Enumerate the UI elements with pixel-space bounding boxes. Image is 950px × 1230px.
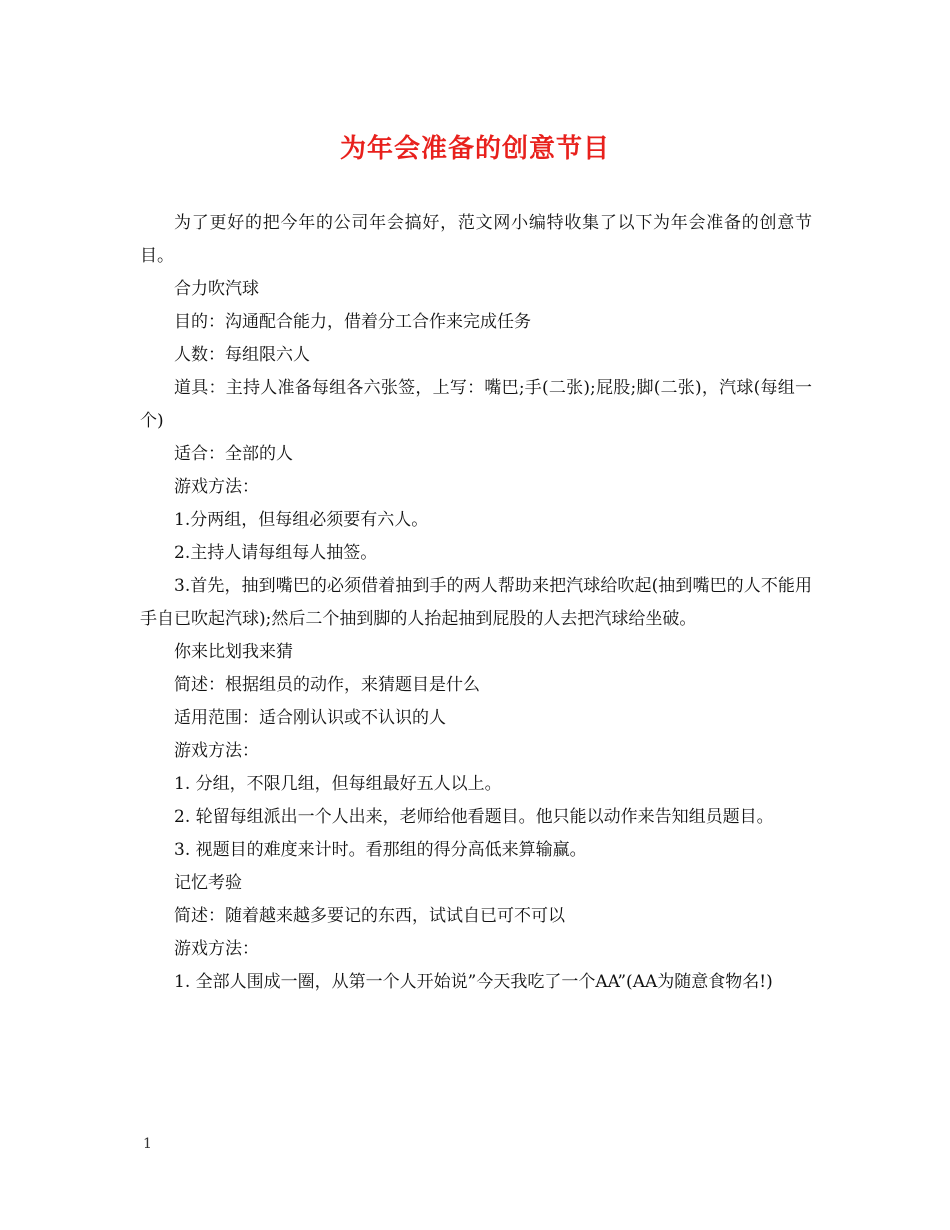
list-item: 3. 视题目的难度来计时。看那组的得分高低来算输赢。 <box>174 840 587 860</box>
document-title: 为年会准备的创意节目 <box>339 134 610 164</box>
paragraph: 游戏方法： <box>174 939 259 959</box>
paragraph: 简述：根据组员的动作，来猜题目是什么 <box>174 675 480 695</box>
paragraph: 目的：沟通配合能力，借着分工合作来完成任务 <box>174 312 531 332</box>
paragraph: 游戏方法： <box>174 477 259 497</box>
list-item: 2.主持人请每组每人抽签。 <box>174 543 378 563</box>
paragraph: 道具：主持人准备每组各六张签，上写：嘴巴;手(二张);屁股;脚(二张)，汽球(每组一个) <box>140 378 812 431</box>
document-body <box>140 207 812 999</box>
list-item: 2. 轮留每组派出一个人出来，老师给他看题目。他只能以动作来告知组员题目。 <box>174 807 774 827</box>
paragraph: 游戏方法： <box>174 741 259 761</box>
list-item: 3.首先，抽到嘴巴的必须借着抽到手的两人帮助来把汽球给吹起(抽到嘴巴的人不能用手自已吹起汽球);然后二个抽到脚的人抬起抽到屁股的人去把汽球给坐破。 <box>140 576 812 629</box>
paragraph: 适合：全部的人 <box>174 444 293 464</box>
section-heading-memory-game: 记忆考验 <box>174 873 242 893</box>
list-item: 1. 分组，不限几组，但每组最好五人以上。 <box>174 774 502 794</box>
list-item: 1. 全部人围成一圈，从第一个人开始说”今天我吃了一个AA”(AA为随意食物名!) <box>174 972 773 992</box>
section-heading-balloon-game: 合力吹汽球 <box>174 279 259 299</box>
list-item: 1.分两组，但每组必须要有六人。 <box>174 510 429 530</box>
paragraph: 人数：每组限六人 <box>174 345 310 365</box>
paragraph: 适用范围：适合刚认识或不认识的人 <box>174 708 446 728</box>
paragraph: 简述：随着越来越多要记的东西，试试自已可不可以 <box>174 906 565 926</box>
page-number: 1 <box>143 1136 152 1152</box>
paragraph-intro: 为了更好的把今年的公司年会搞好，范文网小编特收集了以下为年会准备的创意节目。 <box>140 213 812 266</box>
section-heading-charades-game: 你来比划我来猜 <box>174 642 293 662</box>
